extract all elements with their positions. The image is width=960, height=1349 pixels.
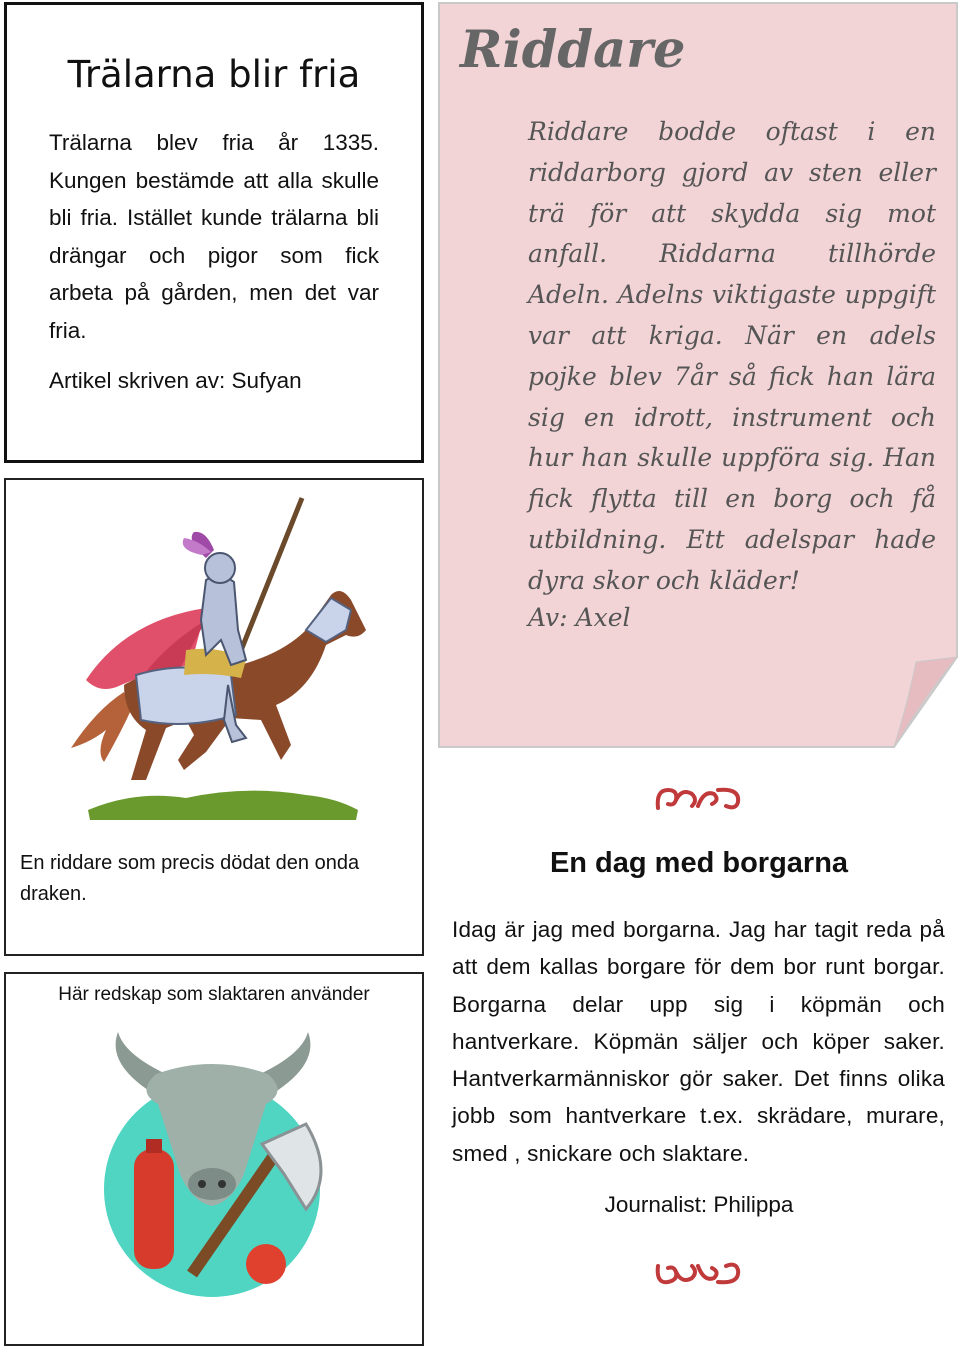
tools-caption: Här redskap som slaktaren använder xyxy=(58,984,370,1005)
tools-image-box xyxy=(4,972,424,1346)
knight-on-horse-illustration xyxy=(6,480,422,840)
borgarna-body: Idag är jag med borgarna. Jag har tagit reda på att dem kallas borgare för dem bor runt borgar. Borgarna delar upp sig i köpmän och hantverkare. Köpmän säljer och köper saker. Hantverkarmänniskor gör saker. Det finns olika jobb som hantverkare t.ex. skrädare, murare, smed , snickare och slaktare. xyxy=(452,917,945,1166)
borgarna-title: En dag med borgarna xyxy=(549,847,849,879)
scroll-ornament-icon xyxy=(652,1258,744,1288)
riddare-article xyxy=(438,2,958,748)
knight-image-box xyxy=(4,478,424,956)
riddare-body: Riddare bodde oftast i en riddarborg gjord av sten eller trä för att skydda sig mot anfall. Riddarna tillhörde Adeln. Adelns viktigaste uppgift var att kriga. När en adels pojke blev 7år så fick han lära sig en idrott, instrument och hur han skulle uppföra sig. Han fick flytta till en borg och få utbildning. Ett adelspar hade dyra skor och kläder! xyxy=(528,117,936,595)
riddare-author: Av: Axel xyxy=(528,603,631,632)
borgarna-author: Journalist: Philippa xyxy=(604,1192,794,1217)
tralarna-article xyxy=(4,2,424,463)
bull-head-axe-sausage-illustration xyxy=(6,974,422,1344)
tralarna-author: Artikel skriven av: Sufyan xyxy=(49,368,302,393)
tralarna-body: Trälarna blev fria år 1335. Kungen bestämde att alla skulle bli fria. Istället kunde trälarna bli drängar och pigor som fick arbeta på gården, men det var fria. xyxy=(49,130,379,343)
scroll-ornament-icon xyxy=(652,784,744,814)
tralarna-title: Trälarna blir fria xyxy=(67,53,361,96)
riddare-title: Riddare xyxy=(460,20,686,80)
knight-caption: En riddare som precis dödat den onda draken. xyxy=(20,852,360,905)
